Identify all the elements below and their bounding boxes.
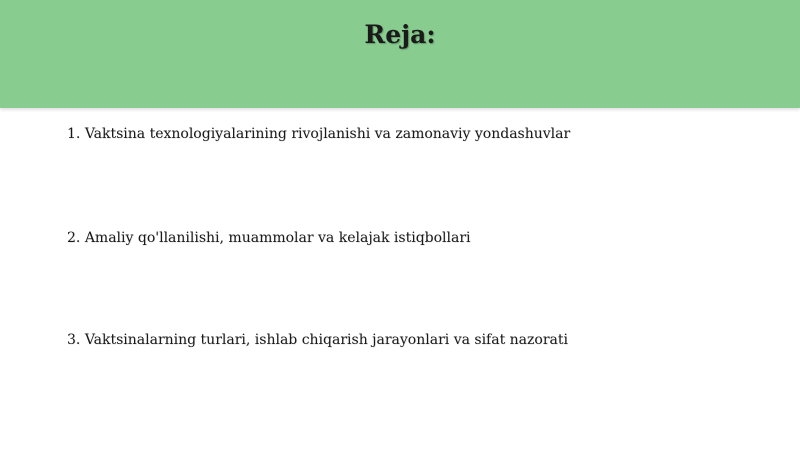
slide-title: Reja: [364, 20, 436, 49]
plan-item-number: 2. [67, 230, 81, 246]
plan-item-2 [67, 230, 471, 246]
plan-item-text: Vaktsinalarning turlari, ishlab chiqarish jarayonlari va sifat nazorati [84, 332, 568, 348]
plan-item-number: 3. [67, 332, 81, 348]
plan-item-text: Vaktsina texnologiyalarining rivojlanishi va zamonaviy yondashuvlar [84, 126, 571, 142]
header-band [0, 0, 800, 108]
plan-item-3 [67, 332, 568, 348]
plan-item-text: Amaliy qo'llanilishi, muammolar va kelajak istiqbollari [84, 230, 471, 246]
plan-item-1 [67, 126, 570, 142]
plan-item-number: 1. [67, 126, 81, 142]
